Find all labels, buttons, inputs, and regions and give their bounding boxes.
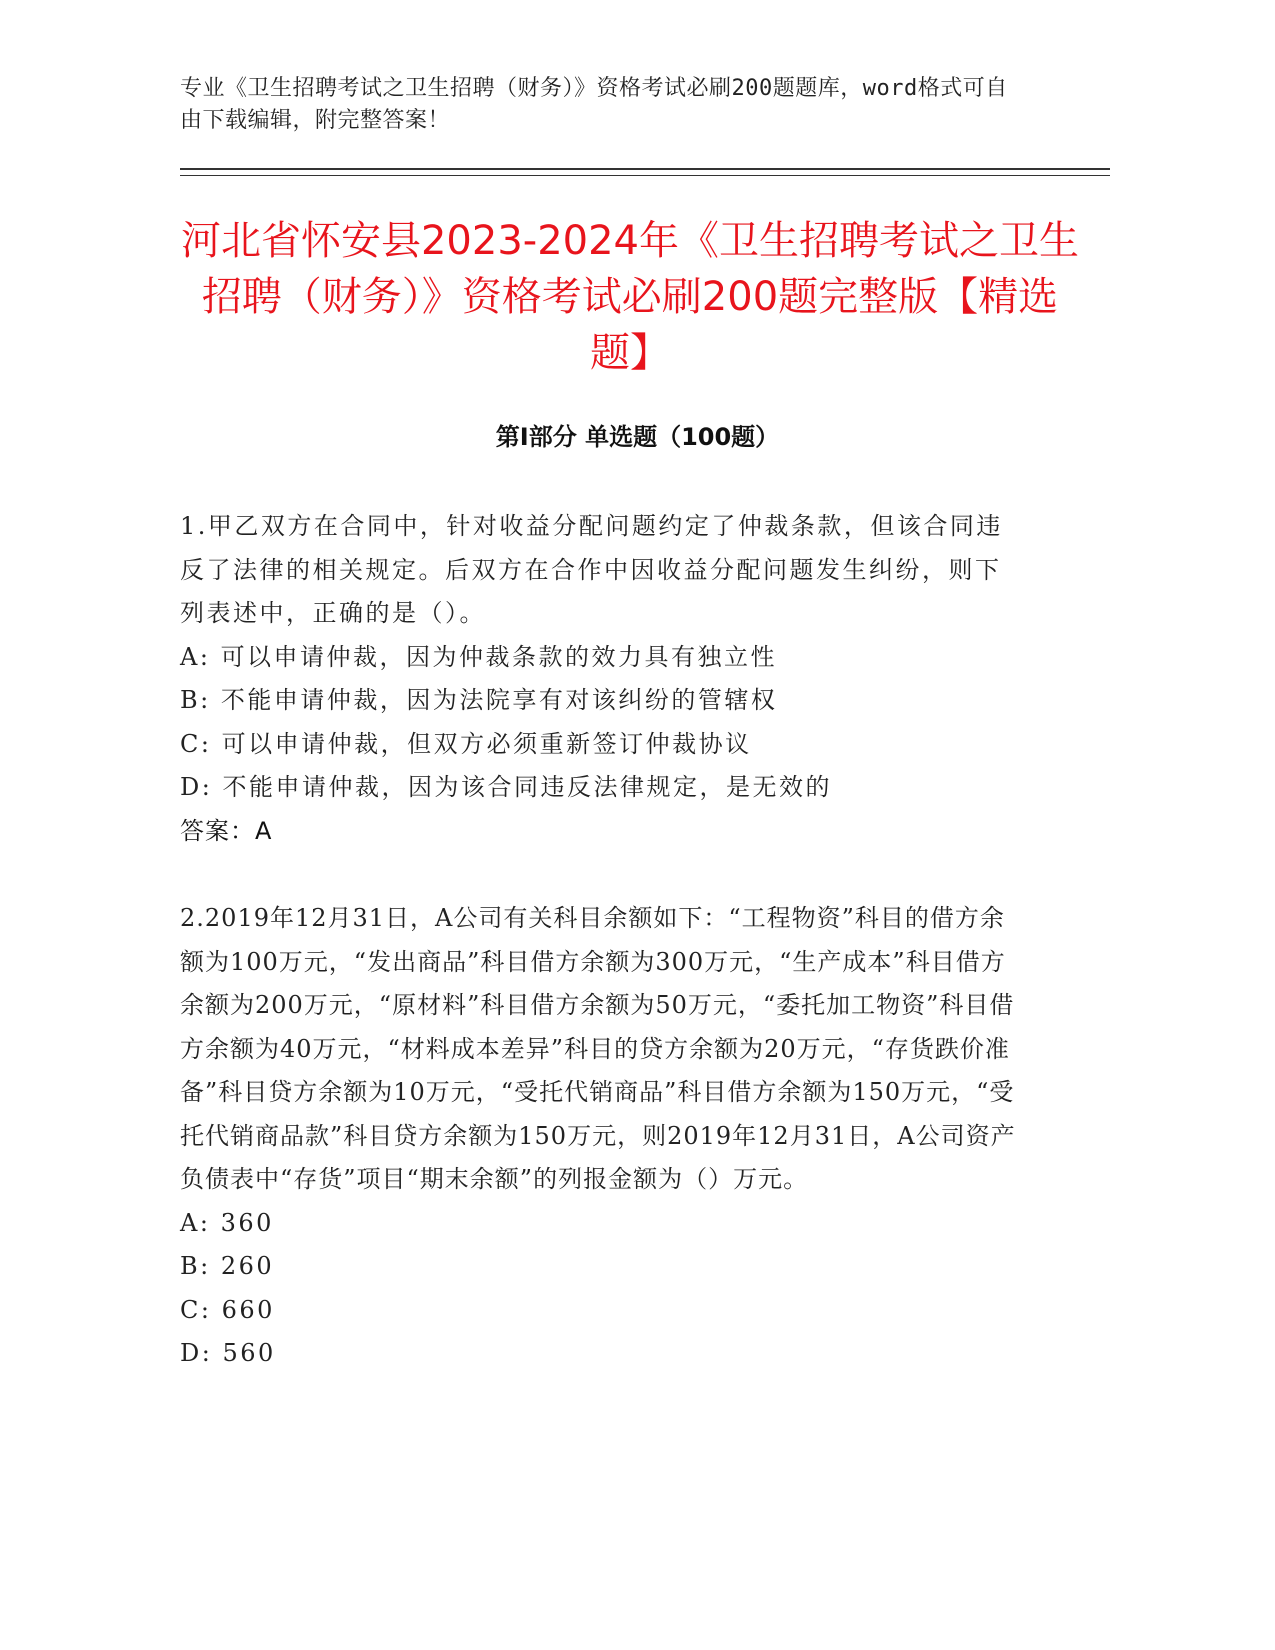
option-c bbox=[180, 723, 1020, 767]
option-text: 可以申请仲裁，但双方必须重新签订仲裁协议 bbox=[221, 729, 752, 758]
option-b bbox=[180, 1245, 1020, 1289]
option-key: C: bbox=[180, 729, 212, 758]
option-key: B: bbox=[180, 686, 211, 714]
option-text: 560 bbox=[222, 1339, 276, 1367]
option-c bbox=[180, 1289, 1020, 1333]
header-note: 专业《卫生招聘考试之卫生招聘（财务）》资格考试必刷200题题库，word格式可自由下载编辑，附完整答案！ bbox=[180, 76, 1008, 133]
header-divider-thin bbox=[180, 175, 1110, 176]
option-key: D: bbox=[180, 773, 213, 801]
option-text: 不能申请仲裁，因为该合同违反法律规定，是无效的 bbox=[222, 773, 832, 801]
header-divider-thick bbox=[180, 168, 1110, 170]
option-text: 660 bbox=[221, 1295, 275, 1324]
question-stem: 1.甲乙双方在合同中，针对收益分配问题约定了仲裁条款，但该合同违反了法律的相关规定。后双方在合作中因收益分配问题发生纠纷，则下列表述中，正确的是（）。 bbox=[180, 512, 1003, 627]
question-1 bbox=[180, 505, 1020, 853]
question-stem: 2.2019年12月31日，A公司有关科目余额如下：“工程物资”科目的借方余额为100万元，“发出商品”科目借方余额为300万元，“生产成本”科目借方余额为200万元，“原材料”科目借方余额为50万元，“委托加工物资”科目借方余额为40万元，“材料成本差异”科目的贷方余额为20万元，“存货跌价准备”科目贷方余额为10万元，“受托代销商品”科目借方余额为150万元，“受托代销商品款”科目贷方余额为150万元，则2019年12月31日，A公司资产负债表中“存货”项目“期末余额”的列报金额为（）万元。 bbox=[180, 904, 1016, 1193]
option-key: A: bbox=[180, 642, 211, 671]
option-text: 可以申请仲裁，因为仲裁条款的效力具有独立性 bbox=[220, 642, 778, 671]
option-key: C: bbox=[180, 1295, 212, 1324]
answer-line: 答案：A bbox=[180, 816, 273, 845]
option-key: B: bbox=[180, 1252, 211, 1280]
option-a bbox=[180, 636, 1020, 680]
option-key: D: bbox=[180, 1339, 213, 1367]
option-text: 260 bbox=[220, 1252, 275, 1280]
option-text: 不能申请仲裁，因为法院享有对该纠纷的管辖权 bbox=[220, 686, 778, 714]
question-2 bbox=[180, 897, 1020, 1376]
option-a bbox=[180, 1202, 1020, 1246]
option-text: 360 bbox=[220, 1208, 274, 1237]
section-title: 第Ⅰ部分 单选题（100题） bbox=[495, 423, 780, 451]
option-d bbox=[180, 766, 1020, 810]
option-d bbox=[180, 1332, 1020, 1376]
option-key: A: bbox=[180, 1208, 211, 1237]
option-b bbox=[180, 679, 1020, 723]
document-title: 河北省怀安县2023-2024年《卫生招聘考试之卫生招聘（财务）》资格考试必刷200题完整版【精选题】 bbox=[180, 218, 1080, 376]
